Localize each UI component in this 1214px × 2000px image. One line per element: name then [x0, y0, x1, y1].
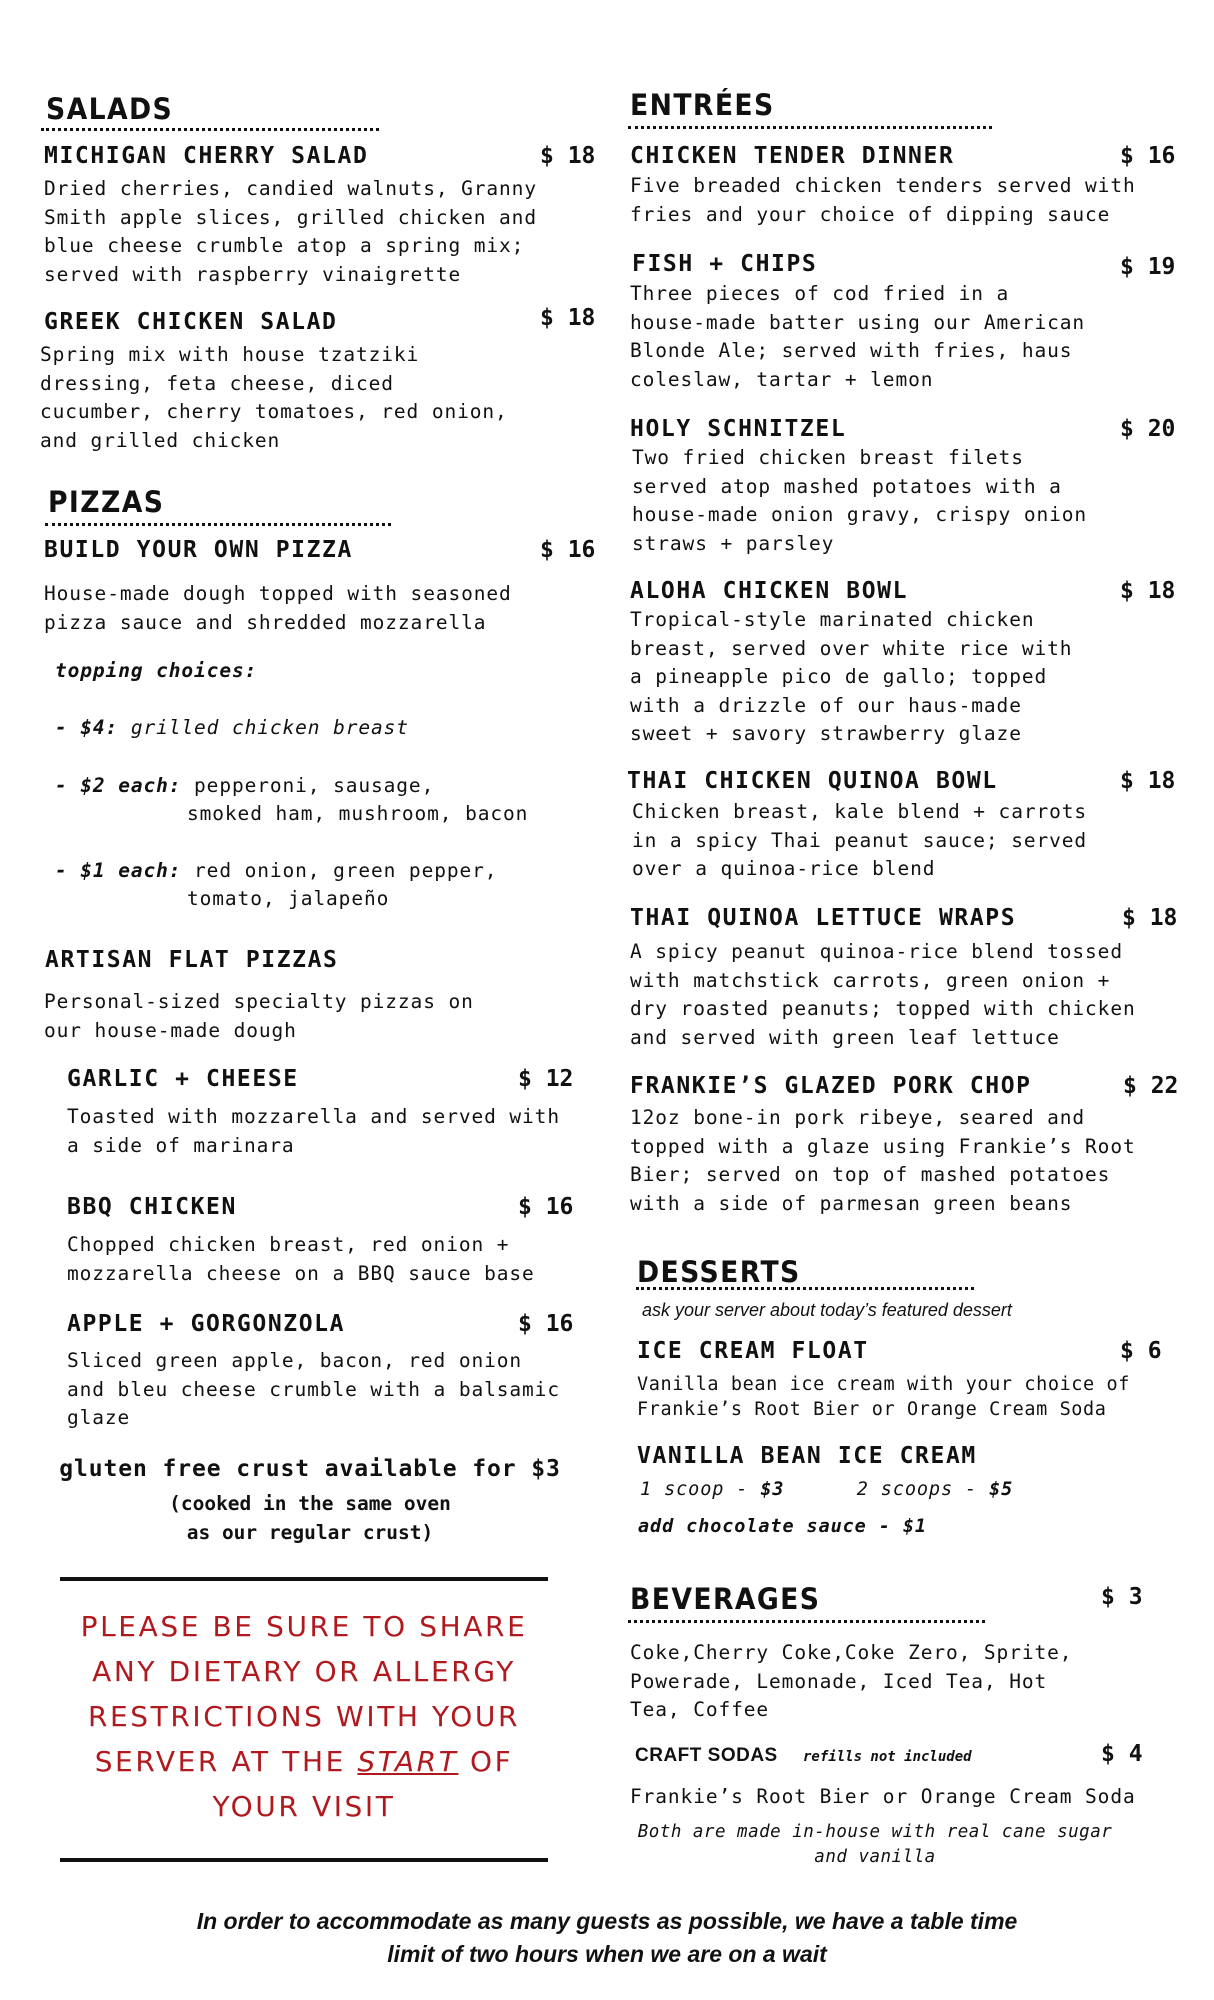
topping-2-row-cont: smoked ham, mushroom, bacon: [187, 802, 529, 825]
beverages-price: $ 3: [1101, 1584, 1143, 1610]
fish-chips-name: FISH + CHIPS: [632, 251, 818, 277]
bbq-chicken-price: $ 16: [518, 1194, 574, 1220]
chocolate-sauce-addon: add chocolate sauce - $1: [638, 1516, 927, 1537]
garlic-cheese-desc: Toasted with mozzarella and served with a side of marinara: [67, 1105, 560, 1157]
chicken-tender-dinner-name: CHICKEN TENDER DINNER: [630, 143, 955, 169]
frankies-glazed-pork-chop-name: FRANKIE’S GLAZED PORK CHOP: [630, 1073, 1032, 1099]
aloha-chicken-bowl-name: ALOHA CHICKEN BOWL: [630, 578, 909, 604]
allergy-bottom-rule: [60, 1858, 548, 1862]
holy-schnitzel-desc: Two fried chicken breast filets served atop mashed potatoes with a house-made onion gravy, crispy onion straws + parsley: [632, 446, 1088, 555]
greek-chicken-salad-name: GREEK CHICKEN SALAD: [44, 309, 338, 335]
thai-quinoa-lettuce-wraps-desc: A spicy peanut quinoa-rice blend tossed with matchstick carrots, green onion + dry roasted peanuts; topped with chicken and served with green leaf lettuce: [630, 940, 1136, 1049]
desserts-heading: DESSERTS: [637, 1255, 801, 1289]
thai-chicken-quinoa-bowl-name: THAI CHICKEN QUINOA BOWL: [627, 768, 998, 794]
fish-chips-price: $ 19: [1120, 254, 1176, 280]
frankies-glazed-pork-chop-desc: 12oz bone-in pork ribeye, seared and topped with a glaze using Frankie’s Root Bier; served on top of mashed potatoes with a side of parmesan green beans: [630, 1106, 1136, 1215]
topping-1-row-cont: tomato, jalapeño: [187, 887, 390, 910]
salads-heading: SALADS: [46, 92, 174, 126]
holy-schnitzel-name: HOLY SCHNITZEL: [630, 416, 847, 442]
topping-2-row: - $2 each: pepperoni, sausage,: [55, 774, 435, 797]
vanilla-bean-ice-cream-name: VANILLA BEAN ICE CREAM: [637, 1443, 977, 1469]
bbq-chicken-name: BBQ CHICKEN: [67, 1194, 237, 1220]
ice-cream-float-desc: Vanilla bean ice cream with your choice of Frankie’s Root Bier or Orange Cream Soda: [637, 1374, 1130, 1420]
salads-divider: [41, 128, 379, 131]
michigan-cherry-salad-price: $ 18: [540, 143, 596, 169]
frankies-glazed-pork-chop-price: $ 22: [1123, 1073, 1179, 1099]
topping-choices-label: topping choices:: [55, 659, 258, 682]
topping-4-row: - $4: grilled chicken breast: [55, 716, 409, 739]
beverages-heading: BEVERAGES: [630, 1582, 821, 1616]
build-your-own-pizza-desc: House-made dough topped with seasoned pizza sauce and shredded mozzarella: [44, 582, 512, 634]
greek-chicken-salad-desc: Spring mix with house tzatziki dressing, feta cheese, diced cucumber, cherry tomatoes, red onion, and grilled chicken: [40, 343, 508, 452]
build-your-own-pizza-name: BUILD YOUR OWN PIZZA: [44, 537, 353, 563]
allergy-top-rule: [60, 1577, 548, 1581]
craft-sodas-price: $ 4: [1101, 1741, 1143, 1767]
chicken-tender-dinner-price: $ 16: [1120, 143, 1176, 169]
vanilla-scoop-options: 1 scoop - $3 2 scoops - $5: [640, 1479, 1014, 1500]
thai-quinoa-lettuce-wraps-price: $ 18: [1122, 905, 1178, 931]
ice-cream-float-name: ICE CREAM FLOAT: [637, 1338, 869, 1364]
michigan-cherry-salad-desc: Dried cherries, candied walnuts, Granny Smith apple slices, grilled chicken and blue cheese crumble atop a spring mix; served with raspberry vinaigrette: [44, 177, 537, 286]
pizzas-heading: PIZZAS: [48, 485, 165, 519]
bbq-chicken-desc: Chopped chicken breast, red onion + mozzarella cheese on a BBQ sauce base: [67, 1233, 535, 1285]
aloha-chicken-bowl-price: $ 18: [1120, 578, 1176, 604]
fish-chips-desc: Three pieces of cod fried in a house-made batter using our American Blonde Ale; served with fries, haus coleslaw, tartar + lemon: [630, 282, 1086, 391]
thai-chicken-quinoa-bowl-price: $ 18: [1120, 768, 1176, 794]
build-your-own-pizza-price: $ 16: [540, 537, 596, 563]
michigan-cherry-salad-name: MICHIGAN CHERRY SALAD: [44, 143, 369, 169]
table-time-notice: In order to accommodate as many guests as possible, we have a table time limit of two hours when we are on a wait: [196, 1908, 1018, 1967]
entrees-divider: [628, 126, 992, 129]
chicken-tender-dinner-desc: Five breaded chicken tenders served with fries and your choice of dipping sauce: [630, 174, 1136, 226]
thai-quinoa-lettuce-wraps-name: THAI QUINOA LETTUCE WRAPS: [630, 905, 1017, 931]
featured-dessert-note: ask your server about today’s featured dessert: [642, 1300, 1012, 1320]
craft-sodas-desc: Frankie’s Root Bier or Orange Cream Soda: [630, 1785, 1136, 1808]
desserts-divider: [636, 1287, 974, 1290]
beverages-divider: [628, 1620, 985, 1623]
garlic-cheese-price: $ 12: [518, 1066, 574, 1092]
artisan-flat-pizzas-name: ARTISAN FLAT PIZZAS: [45, 947, 339, 973]
artisan-flat-pizzas-desc: Personal-sized specialty pizzas on our house-made dough: [44, 990, 474, 1042]
ice-cream-float-price: $ 6: [1120, 1338, 1162, 1364]
entrees-heading: ENTRÉES: [630, 88, 775, 122]
topping-1-row: - $1 each: red onion, green pepper,: [55, 859, 498, 882]
garlic-cheese-name: GARLIC + CHEESE: [67, 1066, 299, 1092]
craft-sodas-name: CRAFT SODAS: [635, 1745, 778, 1766]
apple-gorgonzola-name: APPLE + GORGONZOLA: [67, 1311, 346, 1337]
thai-chicken-quinoa-bowl-desc: Chicken breast, kale blend + carrots in a spicy Thai peanut sauce; served over a quinoa-rice blend: [632, 800, 1088, 880]
craft-sodas-refills-note: refills not included: [803, 1749, 972, 1765]
aloha-chicken-bowl-desc: Tropical-style marinated chicken breast, served over white rice with a pineapple pico de gallo; topped with a drizzle of our haus-made sweet + savory strawberry glaze: [630, 608, 1073, 745]
apple-gorgonzola-price: $ 16: [518, 1311, 574, 1337]
pizzas-divider: [45, 523, 391, 526]
gluten-free-subnote: (cooked in the same oven as our regular crust): [169, 1492, 451, 1544]
craft-sodas-made-note: Both are made in-house with real cane sugar and vanilla: [637, 1822, 1113, 1867]
apple-gorgonzola-desc: Sliced green apple, bacon, red onion and bleu cheese crumble with a balsamic glaze: [67, 1349, 560, 1429]
allergy-notice: PLEASE BE SURE TO SHARE ANY DIETARY OR ALLERGY RESTRICTIONS WITH YOUR SERVER AT THE START OF YOUR VISIT: [80, 1610, 528, 1823]
gluten-free-note: gluten free crust available for $3: [59, 1456, 561, 1482]
beverages-desc: Coke,Cherry Coke,Coke Zero, Sprite, Powerade, Lemonade, Iced Tea, Hot Tea, Coffee: [630, 1641, 1073, 1721]
greek-chicken-salad-price: $ 18: [540, 305, 596, 331]
holy-schnitzel-price: $ 20: [1120, 416, 1176, 442]
